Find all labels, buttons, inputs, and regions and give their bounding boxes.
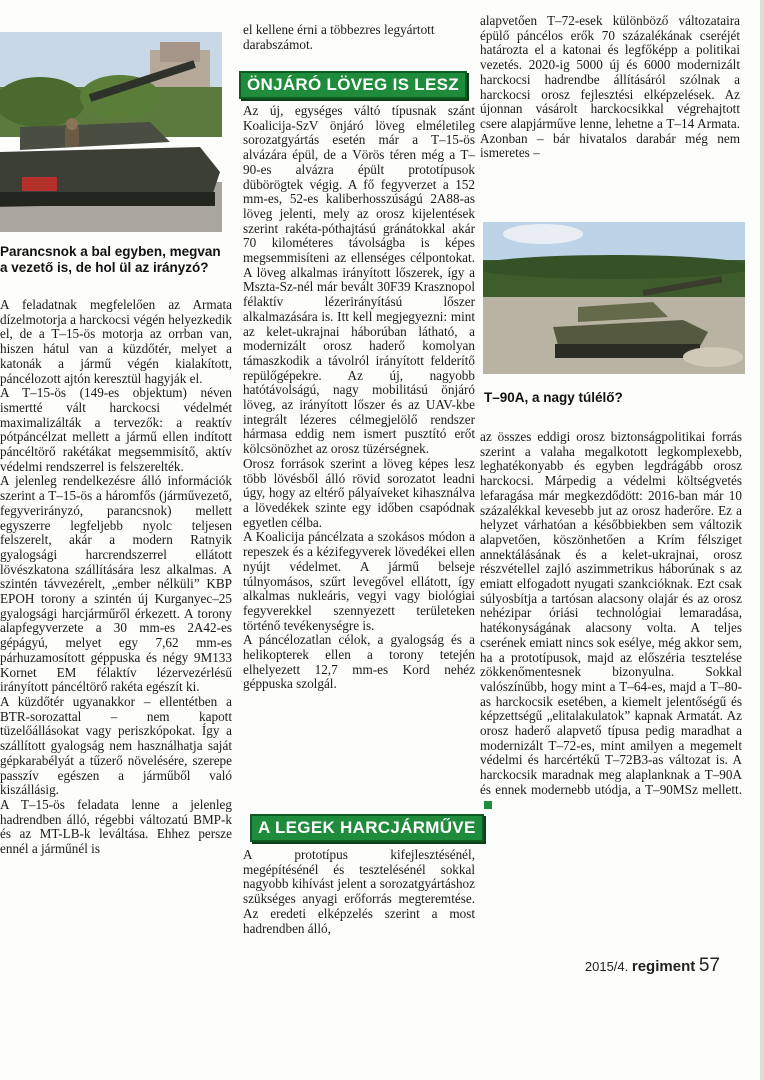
paragraph: A küzdőtér ugyanakkor – ellentétben a BTR-sorozattal – nem kapott tüzelőállásokat vagy periszkópokat. Így a szállított gyalogság nem használhatja saját gépkarabélyát a tűzerő növelésére, szerepe passzív egészen a járműből való kiszállásig. bbox=[0, 693, 232, 798]
article-column-1 bbox=[0, 298, 232, 857]
photo-armata-tank bbox=[0, 32, 222, 232]
paragraph: A feladatnak megfelelően az Armata dízelmotorja a harckocsi végén helyezkedik el, de a T–15-ös motorja az orrban van, hiszen hátul van a küzdőtér, melyet a katonák a jármű végén kialakított, páncélozott ajtón keresztül hagyják el. bbox=[0, 297, 232, 386]
paragraph: A T–15-ös (149-es objektum) néven ismertté vált harckocsi védelmét maximalizálták a tervezők: a reaktív pótpáncélzat mellett a jármű ellen indított páncéltörő rakétákat megsemmisítő, aktív védelmi rendszerrel is felszerelték. bbox=[0, 385, 232, 474]
magazine-name: regiment bbox=[631, 958, 696, 975]
photo-t90a-tank bbox=[483, 222, 745, 374]
page-number: 57 bbox=[698, 955, 720, 976]
page-edge-shadow bbox=[760, 0, 764, 1080]
article-column-3-bottom bbox=[480, 430, 742, 812]
section-heading-legek-harcjarmuve: A LEGEK HARCJÁRMŰVE bbox=[250, 814, 484, 842]
paragraph: alapvetően T–72-esek különböző változataira épülő páncélos erők 70 százalékának cseréjét határozta el a katonai és legfőképp a politikai vezetés. 2020-ig 5000 új és 6000 modernizált harckocsi hadrendbe állításáról szólnak a harckocsi orosz fejlesztési elképzelések. Az újonnan vásárolt harckocsikkal végrehajtott csere alapjárműve lenne, lehetne a T–14 Armata. Azonban – bár hivatalos darabár még nem ismeretes – bbox=[480, 13, 740, 161]
paragraph: A T–15-ös feladata lenne a jelenleg hadrendben álló, régebbi változatú BMP-k és az MT-LB-k leváltása. Ehhez persze ennél a járműnél is bbox=[0, 796, 232, 857]
article-column-2-end bbox=[243, 848, 475, 936]
paragraph-text: az összes eddigi orosz biztonságpolitikai forrás szerint a valaha megalkotott legkomplexebb, leghatékonyabb és egyben legdrágább orosz harckocsi. Márpedig a védelmi költségvetés lefaragása már megkezdődött: 2016-ban már 10 százalékkal kevesebb jut az orosz haderőre. Ez a helyzet várhatóan a későbbiekben sem változik alapvetően, köszönhetően a Krím félsziget annektálásának és a kelet-ukrajnai, orosz részvétellel zajló aszimmetrikus háborúnak s az emiatt elfogadott nyugati szankcióknak. Ezt csak súlyosbítja a tartósan alacsony olajár és az orosz nehézipar óriási technológiai lemaradása, hatékonyságának alacsony volta. A teljes cserének emiatt nincs sok esélye, még akkor sem, ha a prototípusok, majd az előszéria tesztelése zökkenőmentesnek bizonyulna. Sokkal valószínűbb, hogy mint a T–64-es, majd a T–80-as harckocsik esetében, a kiemelt jelentőségű és képzettségű „elitalakulatok” kapnak Armatát. Az orosz haderő alapvető típusa pedig maradhat a modernizált T–72-es, mint amilyen a megemelt védelmi és harcértékű T–72B3-as változat is. A harckocsik maradnak meg alaplanknak a T–90A és ennek modernebb utódja, a T–90MSz mellett. bbox=[480, 429, 742, 797]
paragraph: A prototípus kifejlesztésénél, megépítésénél és tesztelésénél sokkal nagyobb kihívást jelent a sorozatgyártáshoz szükséges anyagi erőforrás megteremtése. Az eredeti elképzelés szerint a most hadrendben álló, bbox=[243, 847, 475, 936]
photo-caption-t90a: T–90A, a nagy túlélő? bbox=[484, 390, 623, 405]
section-heading-onjaro-loveg: ÖNJÁRÓ LÖVEG IS LESZ bbox=[239, 71, 467, 99]
paragraph bbox=[480, 430, 742, 812]
article-column-2 bbox=[243, 23, 475, 52]
paragraph: el kellene érni a többezres legyártott darabszámot. bbox=[243, 22, 435, 52]
paragraph: A Koalicija páncélzata a szokásos módon a repeszek és a kézifegyverek lövedékei ellen nyújt védelmet. A jármű belseje túlnyomásos, szűrt levegővel ellátott, így alkalmas nukleáris, vegyi vagy biológiai fegyverekkel szennyezett területeken történő tevékenységre is. bbox=[243, 529, 475, 633]
paragraph: A jelenleg rendelkezésre álló információk szerint a T–15-ös a háromfős (járművezető, fegyverirányzó, parancsnok) mellett egyszerre legfeljebb nyolc teljesen felszerelt, akár a modern Ratnyik gyalogsági harcrendszerrel ellátott lövészkatona szállítására lesz alkalmas. A szintén távvezérelt, „ember nélküli” KBP EPOH torony a szintén új Kurganyec–25 gyalogsági harcjárműről érkezett. A torony alapfegyverzete a 30 mm-es 2A42-es gépágyú, melyet egy 7,62 mm-es párhuzamosított géppuska és négy 9M133 Kornet EM félaktív lézervezérlésű irányított páncéltörő rakéta egészít ki. bbox=[0, 473, 232, 695]
paragraph: A páncélozatlan célok, a gyalogság és a helikopterek ellen a torony tetején elhelyezett 12,7 mm-es Kord nehéz géppuska szolgál. bbox=[243, 632, 475, 692]
issue-number: 2015/4. bbox=[584, 959, 629, 974]
page-folio bbox=[585, 955, 720, 977]
paragraph: Orosz források szerint a löveg képes lesz több lövésből álló rövid sorozatot leadni úgy, hogy az eltérő pályaíveket kihasználva a lövedékek szinte egy időben csapódnak egyetlen célba. bbox=[243, 455, 475, 530]
photo-caption-armata: Parancsnok a bal egyben, megvan a vezető is, de hol ül az irányzó? bbox=[0, 244, 221, 275]
paragraph: Az új, egységes váltó típusnak szánt Koalicija-SzV önjáró löveg elméletileg sorozatgyártás esetén már a T–15-ös alvázára épül, de a Vörös téren még a T–90-es alvázra épült prototípusok dübörögtek végig. A fő fegyverzet a 152 mm-es, 52-es kaliberhosszúságú 2A88-as löveg jelenti, mely az orosz kijelentések szerint rakéta-póthajtású gránátokkal akár 70 kilométeres távolságba is képes megsemmisíteni az ellenséges célpontokat. A löveg alkalmas irányított lőszerek, így a Mszta-Sz-nél már bevált 30F39 Krasznopol félaktív lézerirányítású lőszer alkalmazására is. Itt kell megjegyezni: mint az kelet-ukrajnai háborúban látható, a modernizált orosz haderő komolyan támaszkodik a távolról irányított felderítő repülőgépekre. Az új, nagyobb hatótávolságú, nagy mobilitású önjáró löveg, az irányított lőszer és az UAV-kbe integrált lézeres célmegjelölő rendszer hármasa eddig nem ismert pusztító erőt kölcsönözhet az orosz tüzérségnek. bbox=[243, 103, 475, 457]
article-column-3-top bbox=[480, 14, 740, 161]
end-of-article-mark bbox=[484, 801, 492, 809]
article-column-2-body bbox=[243, 104, 475, 692]
